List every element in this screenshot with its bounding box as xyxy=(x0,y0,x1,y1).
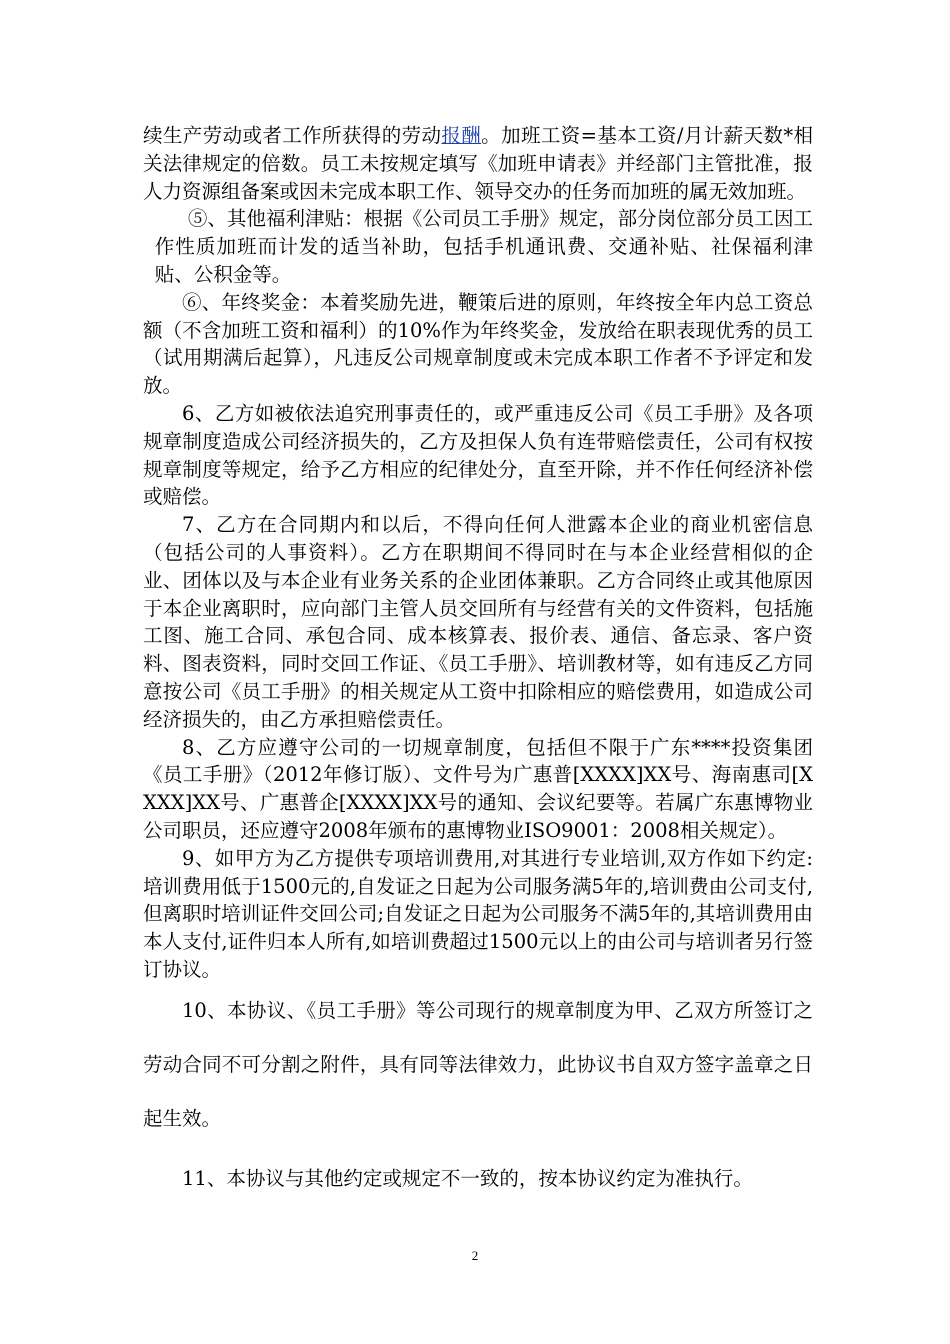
paragraph-text: 。加班工资=基本工资/月计薪天数*相关法律规定的倍数。员工未按规定填写《加班申请表》并经部门主管批准，报人力资源组备案或因未完成本职工作、领导交办的任务而加班的属无效加班。 xyxy=(143,124,813,203)
paragraph-clause-6: 6、乙方如被依法追究刑事责任的，或严重违反公司《员工手册》及各项规章制度造成公司经济损失的，乙方及担保人负有连带赔偿责任，公司有权按规章制度等规定，给予乙方相应的纪律处分，直至开除，并不作任何经济补偿或赔偿。 xyxy=(143,401,813,509)
remuneration-link[interactable]: 报酬 xyxy=(441,124,482,147)
paragraph-other-benefits: ⑤、其他福利津贴：根据《公司员工手册》规定，部分岗位部分员工因工作性质加班而计发的适当补助，包括手机通讯费、交通补贴、社保福利津贴、公积金等。 xyxy=(154,207,813,286)
page-number: 2 xyxy=(471,1248,479,1263)
paragraph-clause-11: 11、本协议与其他约定或规定不一致的，按本协议约定为准执行。 xyxy=(182,1166,753,1190)
paragraph-year-end-bonus: ⑥、年终奖金：本着奖励先进，鞭策后进的原则，年终按全年内总工资总额（不含加班工资和福利）的10%作为年终奖金，发放给在职表现优秀的员工（试用期满后起算），凡违反公司规章制度或未完成本职工作者不予评定和发放。 xyxy=(143,290,813,398)
paragraph-clause-10: 10、本协议、《员工手册》等公司现行的规章制度为甲、乙双方所签订之劳动合同不可分割之附件，具有同等法律效力，此协议书自双方签字盖章之日起生效。 xyxy=(143,998,813,1130)
paragraph-clause-7: 7、乙方在合同期内和以后，不得向任何人泄露本企业的商业机密信息（包括公司的人事资料）。乙方在职期间不得同时在与本企业经营相似的企业、团体以及与本企业有业务关系的企业团体兼职。乙方合同终止或其他原因于本企业离职时，应向部门主管人员交回所有与经营有关的文件资料，包括施工图、施工合同、承包合同、成本核算表、报价表、通信、备忘录、客户资料、图表资料，同时交回工作证、《员工手册》、培训教材等，如有违反乙方同意按公司《员工手册》的相关规定从工资中扣除相应的赔偿费用，如造成公司经济损失的，由乙方承担赔偿责任。 xyxy=(143,513,813,731)
document-body xyxy=(143,122,813,1206)
paragraph-overtime-pay xyxy=(143,122,813,205)
paragraph-text: 续生产劳动或者工作所获得的劳动 xyxy=(143,124,442,147)
paragraph-clause-9: 9、如甲方为乙方提供专项培训费用,对其进行专业培训,双方作如下约定:培训费用低于1500元的,自发证之日起为公司服务满5年的,培训费由公司支付,但离职时培训证件交回公司;自发证之日起为公司服务不满5年的,其培训费用由本人支付,证件归本人所有,如培训费超过1500元以上的由公司与培训者另行签订协议。 xyxy=(143,846,813,981)
paragraph-clause-8: 8、乙方应遵守公司的一切规章制度，包括但不限于广东****投资集团《员工手册》（2012年修订版）、文件号为广惠普[XXXX]XX号、海南惠司[XXXX]XX号、广惠普企[XXXX]XX号的通知、会议纪要等。若属广东惠博物业公司职员，还应遵守2008年颁布的惠博物业ISO9001：2008相关规定）。 xyxy=(143,735,813,842)
